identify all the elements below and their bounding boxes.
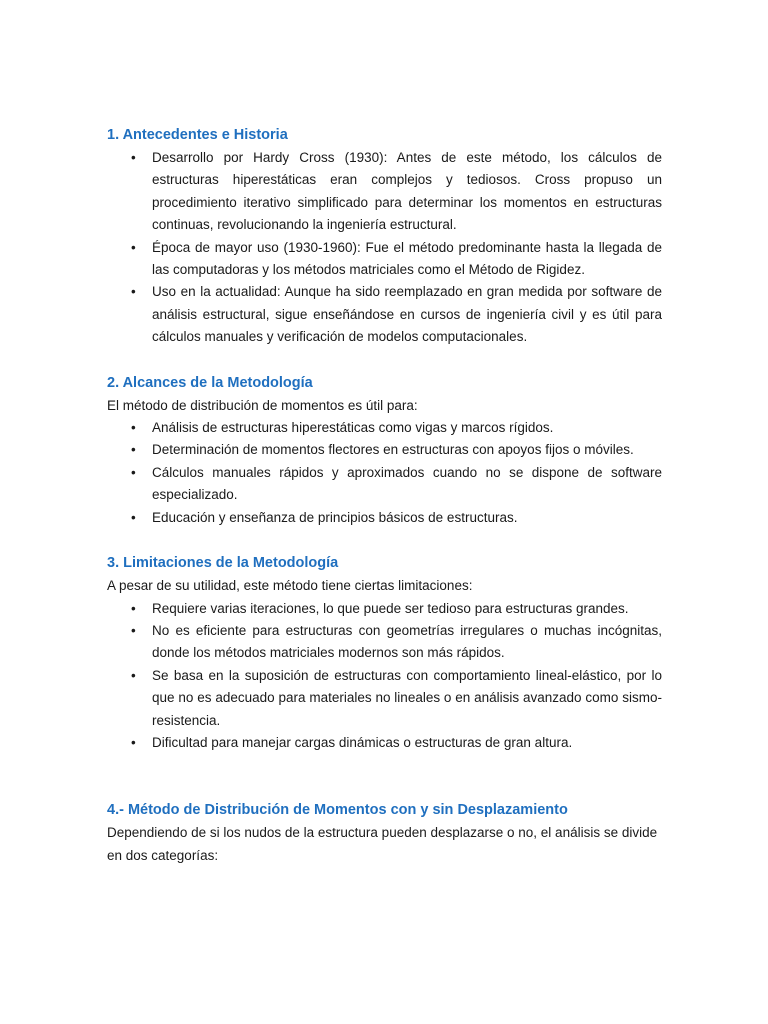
section-heading: 1. Antecedentes e Historia	[107, 127, 288, 143]
list-item-text: Época de mayor uso (1930-1960): Fue el método predominante hasta la llegada de las computadoras y los métodos matriciales como el Método de Rigidez.	[152, 239, 662, 278]
list-item-text: Determinación de momentos flectores en estructuras con apoyos fijos o móviles.	[152, 442, 634, 458]
list-item-text: Requiere varias iteraciones, lo que puede ser tedioso para estructuras grandes.	[152, 600, 629, 616]
list-item	[107, 620, 662, 665]
list-item	[107, 462, 662, 507]
list-item	[107, 147, 662, 237]
bullet-icon: •	[131, 150, 136, 165]
bullet-icon: •	[131, 734, 136, 750]
bullet-icon: •	[131, 667, 136, 683]
list-item-text: Cálculos manuales rápidos y aproximados cuando no se dispone de software especializado.	[152, 464, 662, 503]
section-antecedentes	[107, 124, 662, 349]
document-page	[107, 124, 662, 867]
bullet-icon: •	[131, 464, 136, 480]
list-item	[107, 439, 662, 461]
bullet-icon: •	[131, 600, 136, 616]
bullet-list	[107, 417, 662, 529]
bullet-icon: •	[131, 622, 136, 638]
list-item-text: Se basa en la suposición de estructuras con comportamiento lineal-elástico, por lo que no es adecuado para materiales no lineales o en análisis avanzado como sismo-resistencia.	[152, 667, 662, 728]
section-alcances	[107, 372, 662, 529]
section-metodo-distribucion	[107, 799, 662, 867]
bullet-icon: •	[131, 442, 136, 458]
list-item	[107, 598, 662, 620]
bullet-icon: •	[131, 284, 136, 300]
section-intro: A pesar de su utilidad, este método tiene ciertas limitaciones:	[107, 578, 473, 594]
list-item	[107, 237, 662, 282]
list-item	[107, 732, 662, 754]
bullet-list	[107, 598, 662, 755]
section-heading: 4.- Método de Distribución de Momentos con y sin Desplazamiento	[107, 802, 568, 819]
section-limitaciones	[107, 552, 662, 754]
section-intro: Dependiendo de si los nudos de la estructura pueden desplazarse o no, el análisis se divide en dos categorías:	[107, 825, 658, 863]
section-intro: El método de distribución de momentos es útil para:	[107, 397, 418, 413]
section-heading: 2. Alcances de la Metodología	[107, 374, 313, 391]
list-item-text: No es eficiente para estructuras con geometrías irregulares o muchas incógnitas, donde los métodos matriciales modernos son más rápidos.	[152, 622, 662, 661]
bullet-icon: •	[131, 509, 136, 525]
list-item	[107, 417, 662, 439]
list-item-text: Educación y enseñanza de principios básicos de estructuras.	[152, 509, 518, 525]
list-item-text: Uso en la actualidad: Aunque ha sido reemplazado en gran medida por software de análisis estructural, sigue enseñándose en cursos de ingeniería civil y es útil para cálculos manuales y verificación de modelos computacionales.	[152, 284, 662, 345]
bullet-icon: •	[131, 239, 136, 255]
list-item	[107, 507, 662, 529]
list-item-text: Dificultad para manejar cargas dinámicas o estructuras de gran altura.	[152, 734, 573, 750]
list-item	[107, 281, 662, 348]
list-item-text: Desarrollo por Hardy Cross (1930): Antes de este método, los cálculos de estructuras hiperestáticas eran complejos y tediosos. Cross propuso un procedimiento iterativo simplificado para determinar los momentos en estructuras continuas, revolucionando la ingeniería estructural.	[152, 150, 662, 233]
bullet-icon: •	[131, 420, 136, 436]
list-item	[107, 665, 662, 732]
bullet-list	[107, 147, 662, 349]
section-heading: 3. Limitaciones de la Metodología	[107, 555, 339, 572]
list-item-text: Análisis de estructuras hiperestáticas como vigas y marcos rígidos.	[152, 420, 554, 436]
